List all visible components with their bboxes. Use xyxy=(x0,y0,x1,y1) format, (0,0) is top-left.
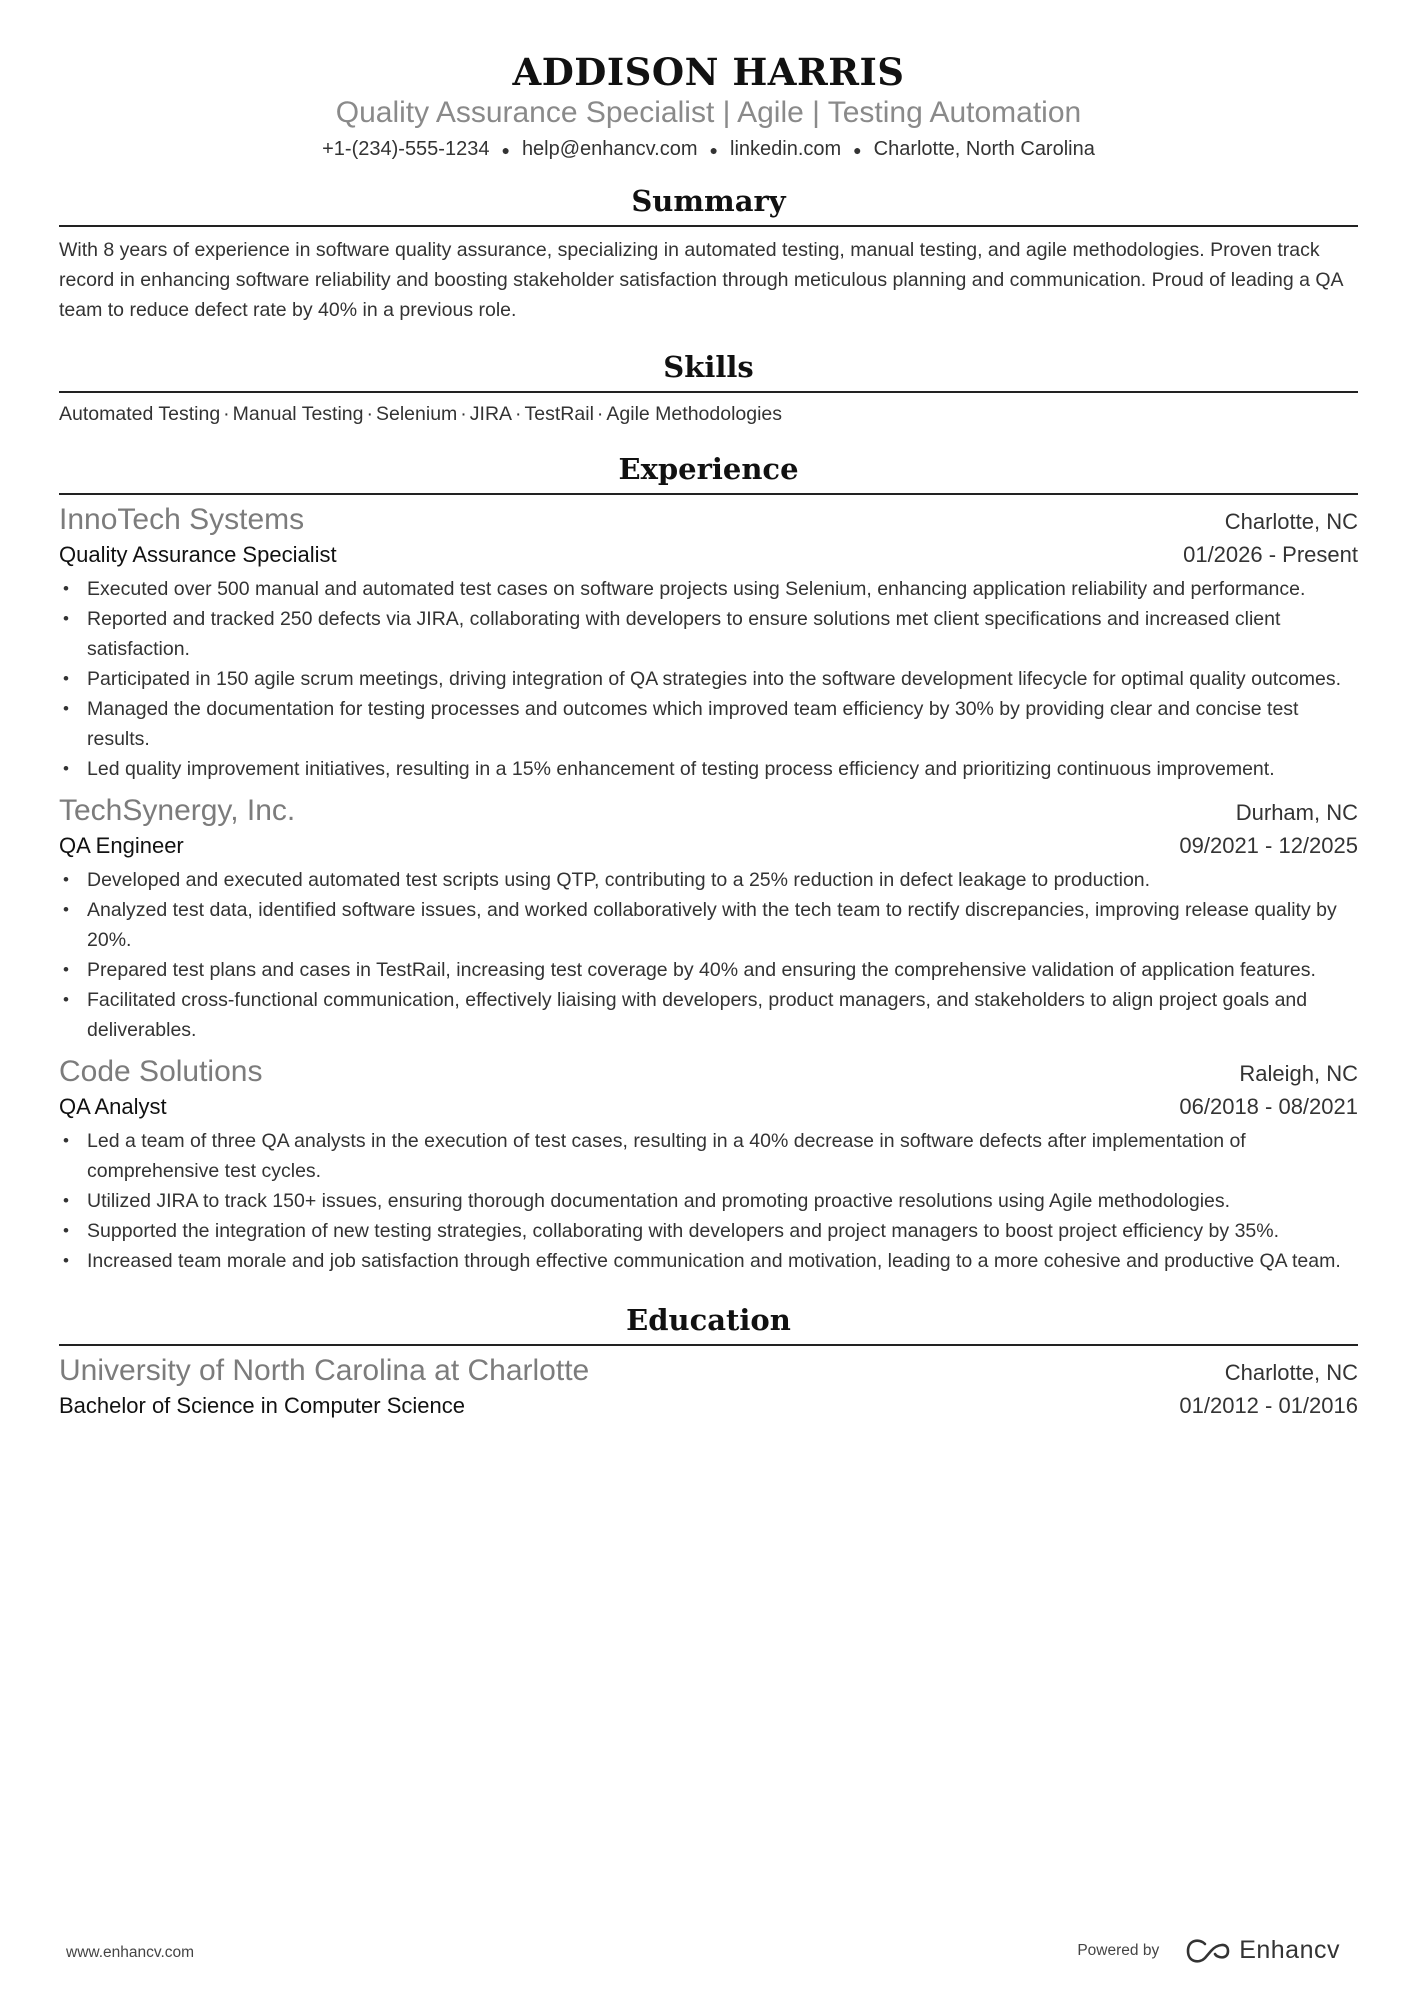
job-bullets xyxy=(59,574,1358,784)
bullet-item: • Participated in 150 agile scrum meetings, driving integration of QA strategies into the software development lifecycle for optimal quality outcomes. xyxy=(87,664,1358,694)
bullet-item: • Prepared test plans and cases in TestRail, increasing test coverage by 40% and ensuring the comprehensive validation of application features. xyxy=(87,955,1358,985)
job-dates: 01/2026 - Present xyxy=(1183,541,1358,567)
education-heading: Education xyxy=(59,1302,1358,1346)
education-dates: 01/2012 - 01/2016 xyxy=(1179,1392,1358,1418)
contact-phone[interactable]: +1-(234)-555-1234 xyxy=(322,138,490,160)
bullet-item: • Led quality improvement initiatives, resulting in a 15% enhancement of testing process efficiency and prioritizing continuous improvement. xyxy=(87,754,1358,784)
job-title: QA Analyst xyxy=(59,1093,167,1119)
skill-item: JIRA xyxy=(469,402,513,425)
company-name: TechSynergy, Inc. xyxy=(59,793,296,827)
job-dates: 06/2018 - 08/2021 xyxy=(1179,1093,1358,1119)
skills-heading: Skills xyxy=(59,349,1358,393)
job-bullets xyxy=(59,865,1358,1045)
skill-separator: · xyxy=(223,402,230,425)
job-dates: 09/2021 - 12/2025 xyxy=(1179,832,1358,858)
enhancv-logo-icon xyxy=(1185,1938,1231,1964)
contact-linkedin[interactable]: linkedin.com xyxy=(730,138,842,160)
job-title: Quality Assurance Specialist xyxy=(59,541,337,567)
bullet-item: • Reported and tracked 250 defects via JIRA, collaborating with developers to ensure solutions met client specifications and increased client satisfaction. xyxy=(87,604,1358,664)
degree-name: Bachelor of Science in Computer Science xyxy=(59,1392,465,1418)
resume-page xyxy=(59,0,1358,1422)
separator-dot-icon: ● xyxy=(853,141,862,158)
skill-separator: · xyxy=(515,402,522,425)
job-title: QA Engineer xyxy=(59,832,184,858)
skill-separator: · xyxy=(596,402,604,425)
skill-separator: · xyxy=(366,402,373,425)
job-location: Raleigh, NC xyxy=(1239,1060,1358,1086)
skill-item: Manual Testing xyxy=(232,402,364,425)
separator-dot-icon: ● xyxy=(709,141,718,158)
school-name: University of North Carolina at Charlotte xyxy=(59,1353,590,1387)
summary-text: With 8 years of experience in software quality assurance, specializing in automated testing, manual testing, and agile methodologies. Proven track record in enhancing software reliability and boosting stakeholder satisfaction through meticulous planning and communication. Proud of leading a QA team to reduce defect rate by 40% in a previous role. xyxy=(59,238,1343,321)
separator-dot-icon: ● xyxy=(501,141,510,158)
bullet-item: • Developed and executed automated test scripts using QTP, contributing to a 25% reduction in defect leakage to production. xyxy=(87,865,1358,895)
bullet-item: • Managed the documentation for testing processes and outcomes which improved team efficiency by 30% by providing clear and concise test results. xyxy=(87,694,1358,754)
bullet-item: • Increased team morale and job satisfaction through effective communication and motivation, leading to a more cohesive and productive QA team. xyxy=(87,1246,1358,1276)
bullet-item: • Executed over 500 manual and automated test cases on software projects using Selenium, enhancing application reliability and performance. xyxy=(87,574,1358,604)
job-location: Durham, NC xyxy=(1235,799,1358,825)
powered-by-label: Powered by xyxy=(1077,1941,1160,1959)
skill-item: TestRail xyxy=(524,402,594,425)
candidate-headline: Quality Assurance Specialist | Agile | Testing Automation xyxy=(335,96,1082,129)
education-entry xyxy=(59,1352,1358,1422)
footer-website[interactable]: www.enhancv.com xyxy=(66,1944,195,1961)
job-location: Charlotte, NC xyxy=(1224,508,1358,534)
contact-location: Charlotte, North Carolina xyxy=(873,138,1095,160)
candidate-name: ADDISON HARRIS xyxy=(512,50,905,94)
contact-line xyxy=(59,135,1358,164)
experience-entry xyxy=(59,501,1358,784)
experience-entry xyxy=(59,792,1358,1045)
bullet-item: • Supported the integration of new testing strategies, collaborating with developers and project managers to boost project efficiency by 35%. xyxy=(87,1216,1358,1246)
company-name: Code Solutions xyxy=(59,1054,263,1088)
skills-list xyxy=(59,399,1358,429)
bullet-item: • Facilitated cross-functional communication, effectively liaising with developers, product managers, and stakeholders to align project goals and deliverables. xyxy=(87,985,1358,1045)
experience-heading: Experience xyxy=(59,451,1358,495)
job-bullets xyxy=(59,1126,1358,1276)
company-name: InnoTech Systems xyxy=(59,502,305,536)
bullet-item: • Utilized JIRA to track 150+ issues, ensuring thorough documentation and promoting proactive resolutions using Agile methodologies. xyxy=(87,1186,1358,1216)
school-location: Charlotte, NC xyxy=(1224,1359,1358,1385)
contact-email[interactable]: help@enhancv.com xyxy=(521,138,698,160)
skill-item: Agile Methodologies xyxy=(606,402,783,425)
footer-branding[interactable] xyxy=(1077,1936,1340,1965)
summary-heading: Summary xyxy=(59,183,1358,227)
brand-name: Enhancv xyxy=(1239,1936,1340,1964)
skill-item: Selenium xyxy=(375,402,458,425)
skill-separator: · xyxy=(460,402,467,425)
skill-item: Automated Testing xyxy=(59,402,221,425)
bullet-item: • Led a team of three QA analysts in the execution of test cases, resulting in a 40% decrease in software defects after implementation of comprehensive test cycles. xyxy=(87,1126,1358,1186)
experience-entry xyxy=(59,1053,1358,1276)
bullet-item: • Analyzed test data, identified software issues, and worked collaboratively with the tech team to rectify discrepancies, improving release quality by 20%. xyxy=(87,895,1358,955)
